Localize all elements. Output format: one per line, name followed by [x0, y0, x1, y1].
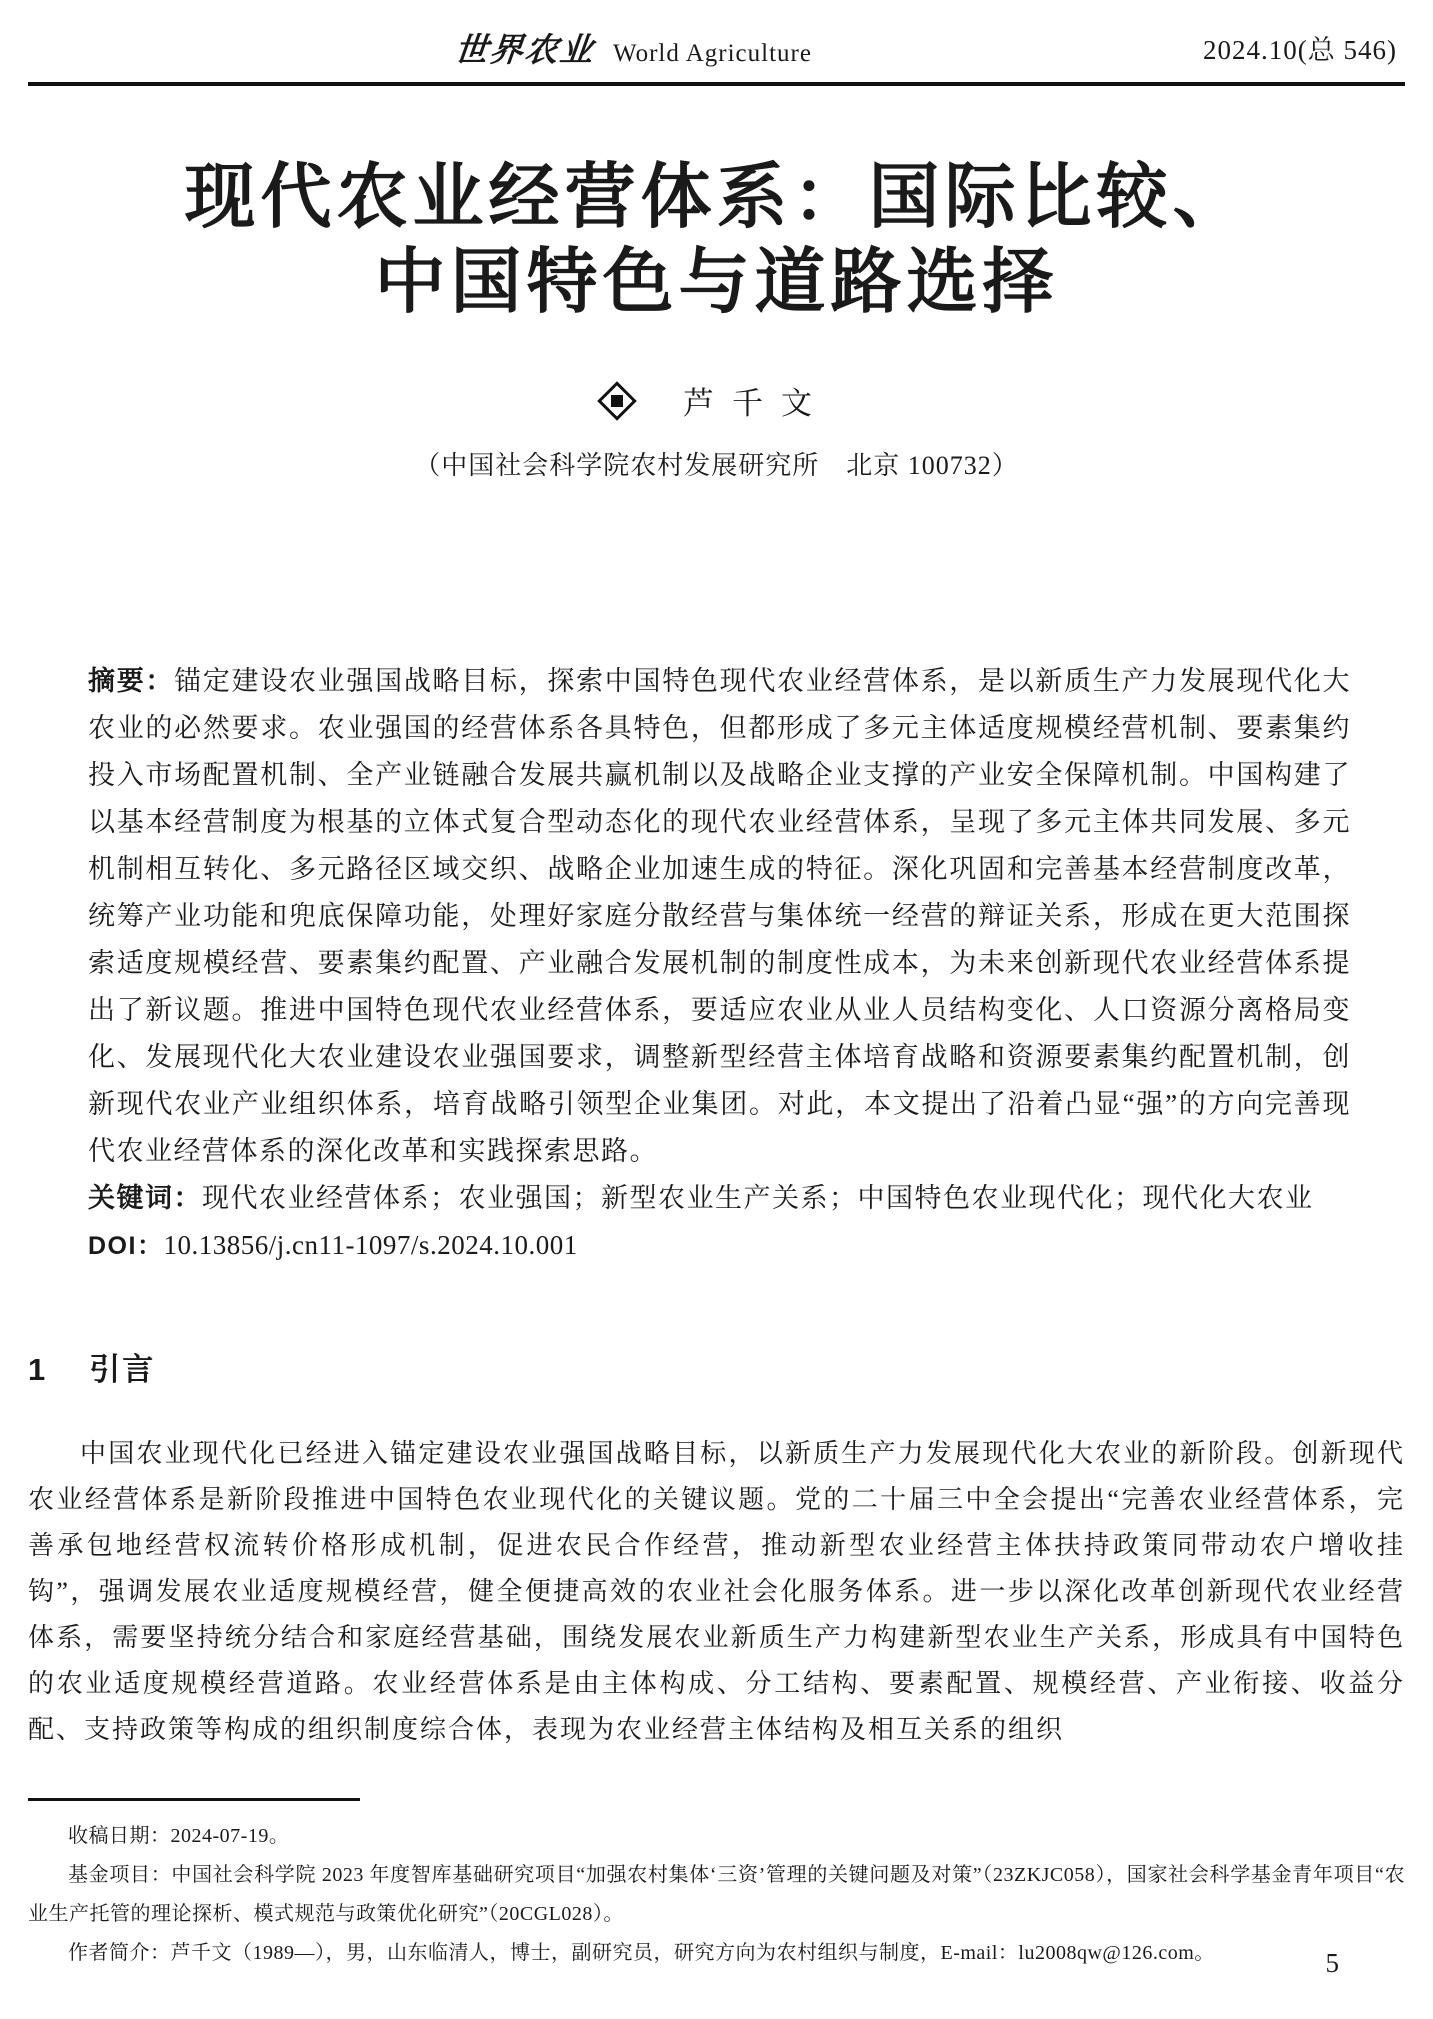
abstract-text: 锚定建设农业强国战略目标，探索中国特色现代农业经营体系，是以新质生产力发展现代化大农业的必然要求。农业强国的经营体系各具特色，但都形成了多元主体适度规模经营机制、要素集约投入市场配置机制、全产业链融合发展共赢机制以及战略企业支撑的产业安全保障机制。中国构建了以基本经营制度为根基的立体式复合型动态化的现代农业经营体系，呈现了多元主体共同发展、多元机制相互转化、多元路径区域交织、战略企业加速生成的特征。深化巩固和完善基本经营制度改革，统筹产业功能和兜底保障功能，处理好家庭分散经营与集体统一经营的辩证关系，形成在更大范围探索适度规模经营、要素集约配置、产业融合发展机制的制度性成本，为未来创新现代农业经营体系提出了新议题。推进中国特色现代农业经营体系，要适应农业从业人员结构变化、人口资源分离格局变化、发展现代化大农业建设农业强国要求，调整新型经营主体培育战略和资源要素集约配置机制，创新现代农业产业组织体系，培育战略引领型企业集团。对此，本文提出了沿着凸显“强”的方向完善现代农业经营体系的深化改革和实践探索思路。	[88, 666, 1352, 1166]
author-affiliation: （中国社会科学院农村发展研究所 北京 100732）	[414, 451, 1019, 480]
abstract-paragraph	[88, 658, 1351, 1175]
keywords-line	[88, 1175, 1351, 1222]
issue-label: 2024.10(总 546)	[1203, 35, 1397, 65]
intro-paragraph: 中国农业现代化已经进入锚定建设农业强国战略目标，以新质生产力发展现代化大农业的新阶段。创新现代农业经营体系是新阶段推进中国特色农业现代化的关键议题。党的二十届三中全会提出“完善农业经营体系，完善承包地经营权流转价格形成机制，促进农民合作经营，推动新型农业经营主体扶持政策同带动农户增收挂钩”，强调发展农业适度规模经营，健全便捷高效的农业社会化服务体系。进一步以深化改革创新现代农业经营体系，需要坚持统分结合和家庭经营基础，围绕发展农业新质生产力构建新型农业生产关系，形成具有中国特色的农业适度规模经营道路。农业经营体系是由主体构成、分工结构、要素配置、规模经营、产业衔接、收益分配、支持政策等构成的组织制度综合体，表现为农业经营主体结构及相互关系的组织	[28, 1439, 1405, 1744]
abstract-section	[88, 658, 1351, 1270]
keywords-label: 关键词：	[88, 1183, 202, 1213]
author-name: 芦千文	[683, 386, 830, 421]
footnote-funding: 基金项目：中国社会科学院 2023 年度智库基础研究项目“加强农村集体‘三资’管理的关键问题及对策”（23ZKJC058），国家社会科学基金青年项目“农业生产托管的理论探析、模式规范与政策优化研究”（20CGL028）。	[28, 1864, 1405, 1925]
title-line-2: 中国特色与道路选择	[374, 244, 1059, 322]
doi-label: DOI：	[88, 1232, 164, 1260]
doi-line	[88, 1222, 1351, 1270]
author-row	[0, 378, 1433, 423]
section-title: 引言	[89, 1352, 156, 1387]
footnotes	[28, 1798, 1405, 1973]
title-line-1: 现代农业经营体系：国际比较、	[184, 159, 1249, 237]
keywords-text: 现代农业经营体系；农业强国；新型农业生产关系；中国特色农业现代化；现代化大农业	[202, 1183, 1314, 1213]
footnote-received-date: 收稿日期：2024-07-19。	[68, 1825, 290, 1847]
journal-subtitle: World Agriculture	[613, 40, 812, 67]
section-heading-introduction	[28, 1344, 1405, 1389]
page-header	[28, 0, 1405, 86]
author-marker-inner	[611, 395, 623, 407]
abstract-label: 摘要：	[88, 666, 175, 696]
doi-value: 10.13856/j.cn11-1097/s.2024.10.001	[163, 1230, 578, 1260]
footnote-divider	[28, 1798, 360, 1801]
page-number: 5	[1325, 1948, 1339, 1978]
journal-logo: 世界农业	[452, 30, 597, 69]
journal-brand	[452, 24, 812, 71]
footnote-author-bio: 作者简介：芦千文（1989—），男，山东临清人，博士，副研究员，研究方向为农村组织与制度，E-mail：lu2008qw@126.com。	[68, 1942, 1215, 1964]
author-marker-icon	[597, 381, 637, 421]
section-number: 1	[28, 1352, 48, 1387]
article-title	[0, 156, 1433, 326]
